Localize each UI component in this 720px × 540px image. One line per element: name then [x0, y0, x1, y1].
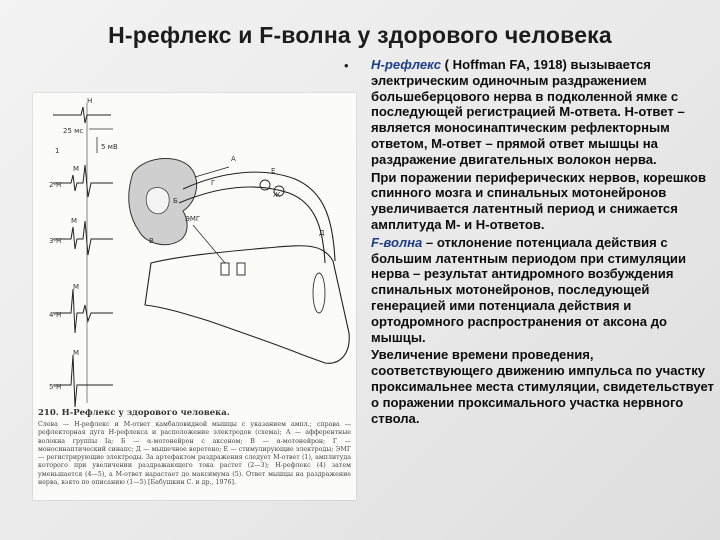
trace-4	[53, 289, 113, 333]
paragraph-f-wave	[371, 235, 716, 346]
paragraph-lesions	[371, 170, 716, 233]
label-d: Д	[319, 229, 325, 237]
paragraph-1-text: ( Hoffman FA, 1918) вызывается электрическим одиночным раздражением большеберцового нерва в подколенной ямке с последующей регистрацией М-ответа. Н-ответ – является моносинаптическим рефлекторным ответом, М-ответ – прямой ответ мышцы на раздражение двигательных волокон нерва.	[371, 57, 685, 167]
stim-electrode-1	[260, 180, 270, 190]
emg-electrode-1	[221, 263, 229, 275]
label-scale-amp: 5 мВ	[101, 143, 118, 151]
label-emg: ЭМГ	[185, 215, 201, 223]
label-a: А	[231, 155, 236, 163]
muscle-spindle	[313, 273, 325, 313]
trace-1	[53, 107, 111, 123]
label-zh: Ж	[273, 191, 281, 199]
label-h1: Н	[87, 97, 93, 105]
gray-matter-shape	[146, 188, 169, 214]
paragraph-2-text: При поражении периферических нервов, корешков спинного мозга и спинальных мотонейронов увеличивается латентный период и снижается амплитуда М- и Н-ответов.	[371, 169, 707, 232]
label-g: Г	[211, 179, 216, 187]
label-h3: 3-Н	[49, 237, 62, 245]
trace-2	[53, 165, 113, 197]
reflex-diagram	[33, 93, 356, 408]
label-v: В	[149, 237, 154, 245]
afferent-fiber	[183, 172, 335, 261]
paragraph-h-reflex	[371, 57, 716, 168]
figure-caption-text: Слева — Н-рефлекс и М-ответ камбаловидной мышцы с указанием ампл.; справа — рефлекторная дуга Н-рефлекса и расположение электродов (схема); А — афферентные волокна группы Ia; Б — α-мотонейрон с аксоном; В — α-мотонейрон; Г — моносинаптический синапс; Д — мышечное веретено; Е — стимулирующие электроды; ЭМГ — регистрирующие электроды. 3а артефактом раздражения следует М-ответ (1), амплитуда которого при увеличении раздражающего тока растет (2—3); Н-рефлекс (4) затем уменьшается (4—5), а М-ответ нарастает до максимума (5). Ответ мышцы на раздражение нерва, взято по описанию (1—5) [Бабушкин С. и др., 1976].	[38, 421, 351, 487]
label-e: Е	[271, 167, 276, 175]
label-h2: 2-Н	[49, 181, 62, 189]
label-m3: М	[71, 217, 78, 225]
figure-caption	[38, 408, 351, 487]
label-m4: М	[73, 283, 80, 291]
efferent-fiber	[179, 187, 325, 263]
trace-5	[53, 355, 113, 407]
label-m5: М	[73, 349, 80, 357]
bullet-marker: •	[344, 58, 349, 73]
term-f-wave: F-волна	[371, 234, 423, 250]
label-scale-time: 25 мс	[63, 127, 84, 135]
label-h4: 4-Н	[49, 311, 62, 319]
reflex-figure	[33, 93, 356, 500]
emg-wire	[193, 225, 225, 263]
paragraph-3-text: – отклонение потенциала действия с большим латентным периодом при стимуляции нерва – результат антидромного возбуждения спинальных мотонейронов, последующей генерацией ими потенциала действия и ортодромного распространения от аксона до мышцы.	[371, 234, 687, 345]
trace-3	[53, 221, 113, 255]
paragraph-conduction	[371, 347, 716, 426]
emg-electrode-2	[237, 263, 245, 275]
label-num1: 1	[55, 147, 60, 155]
slide-title: Н-рефлекс и F-волна у здорового человека	[108, 22, 612, 48]
label-b: Б	[173, 197, 178, 205]
description-text	[371, 57, 716, 428]
label-m2: М	[73, 165, 80, 173]
term-h-reflex: Н-рефлекс	[371, 57, 442, 72]
label-h5: 5-Н	[49, 383, 62, 391]
paragraph-4-text: Увеличение времени проведения, соответствующего движению импульса по участку проксимальнее места стимуляции, свидетельствует о поражении проксимального участка нервного ствола.	[371, 347, 714, 426]
figure-caption-title: 210. Н-Рефлекс у здорового человека.	[38, 408, 230, 418]
leg-outline	[145, 246, 349, 364]
